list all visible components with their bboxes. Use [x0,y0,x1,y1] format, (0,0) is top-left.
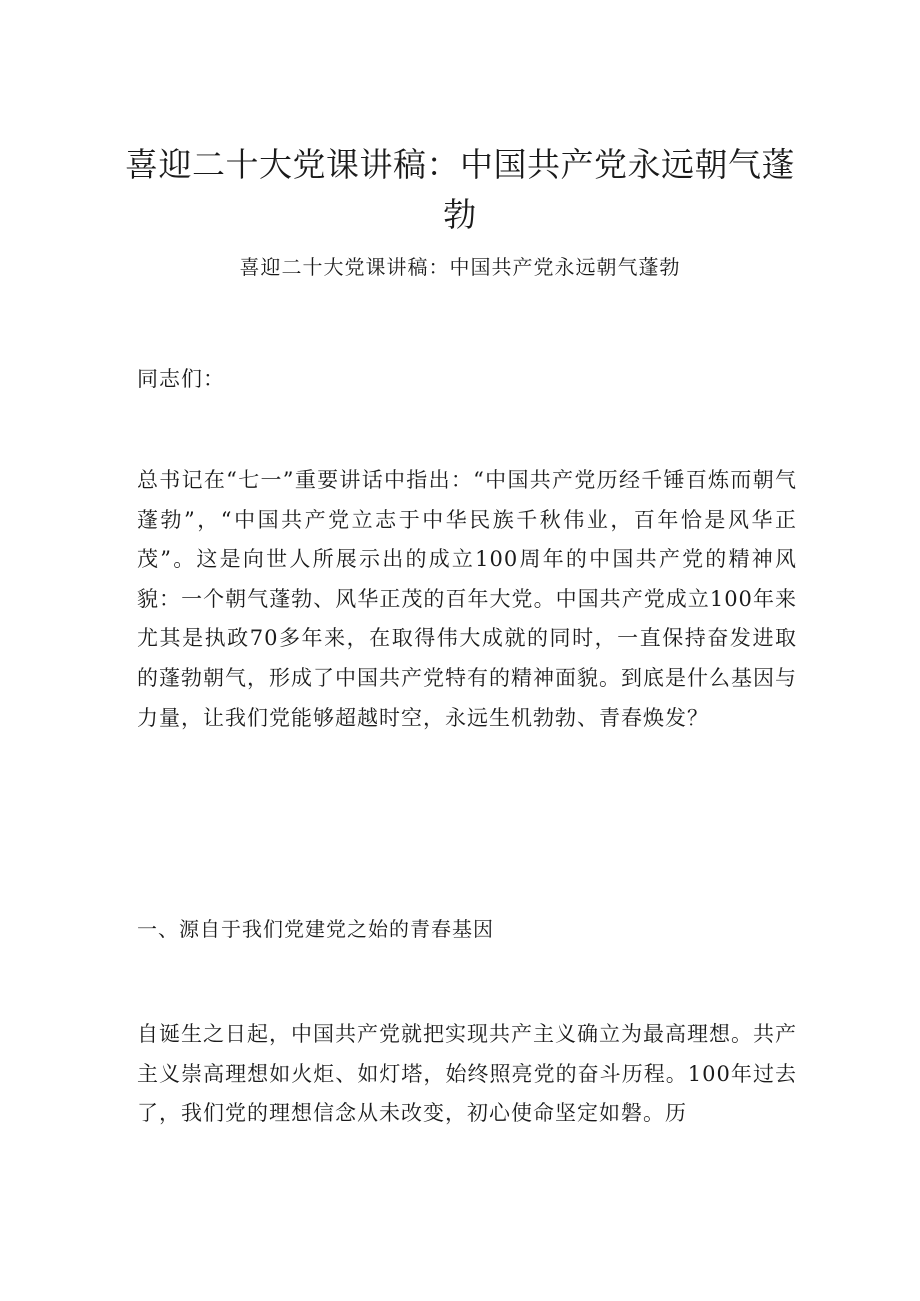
greeting: 同志们： [137,367,225,391]
paragraph: 自诞生之日起，中国共产党就把实现共产主义确立为最高理想。共产主义崇高理想如火炬、如灯塔，始终照亮党的奋斗历程。100年过去了，我们党的理想信念从未改变，初心使命坚定如磐。历 [137,1022,797,1126]
document-title: 喜迎二十大党课讲稿：中国共产党永远朝气蓬勃 [125,145,795,234]
document-subtitle: 喜迎二十大党课讲稿：中国共产党永远朝气蓬勃 [239,255,681,279]
paragraph: 总书记在“七一”重要讲话中指出：“中国共产党历经千锤百炼而朝气蓬勃”，“中国共产党立志于中华民族千秋伟业，百年恰是风华正茂”。这是向世人所展示出的成立100周年的中国共产党的精神风貌：一个朝气蓬勃、风华正茂的百年大党。中国共产党成立100年来尤其是执政70多年来，在取得伟大成就的同时，一直保持奋发进取的蓬勃朝气，形成了中国共产党特有的精神面貌。到底是什么基因与力量，让我们党能够超越时空，永远生机勃勃、青春焕发？ [137,468,797,730]
section-heading: 一、源自于我们党建党之始的青春基因 [137,917,494,941]
